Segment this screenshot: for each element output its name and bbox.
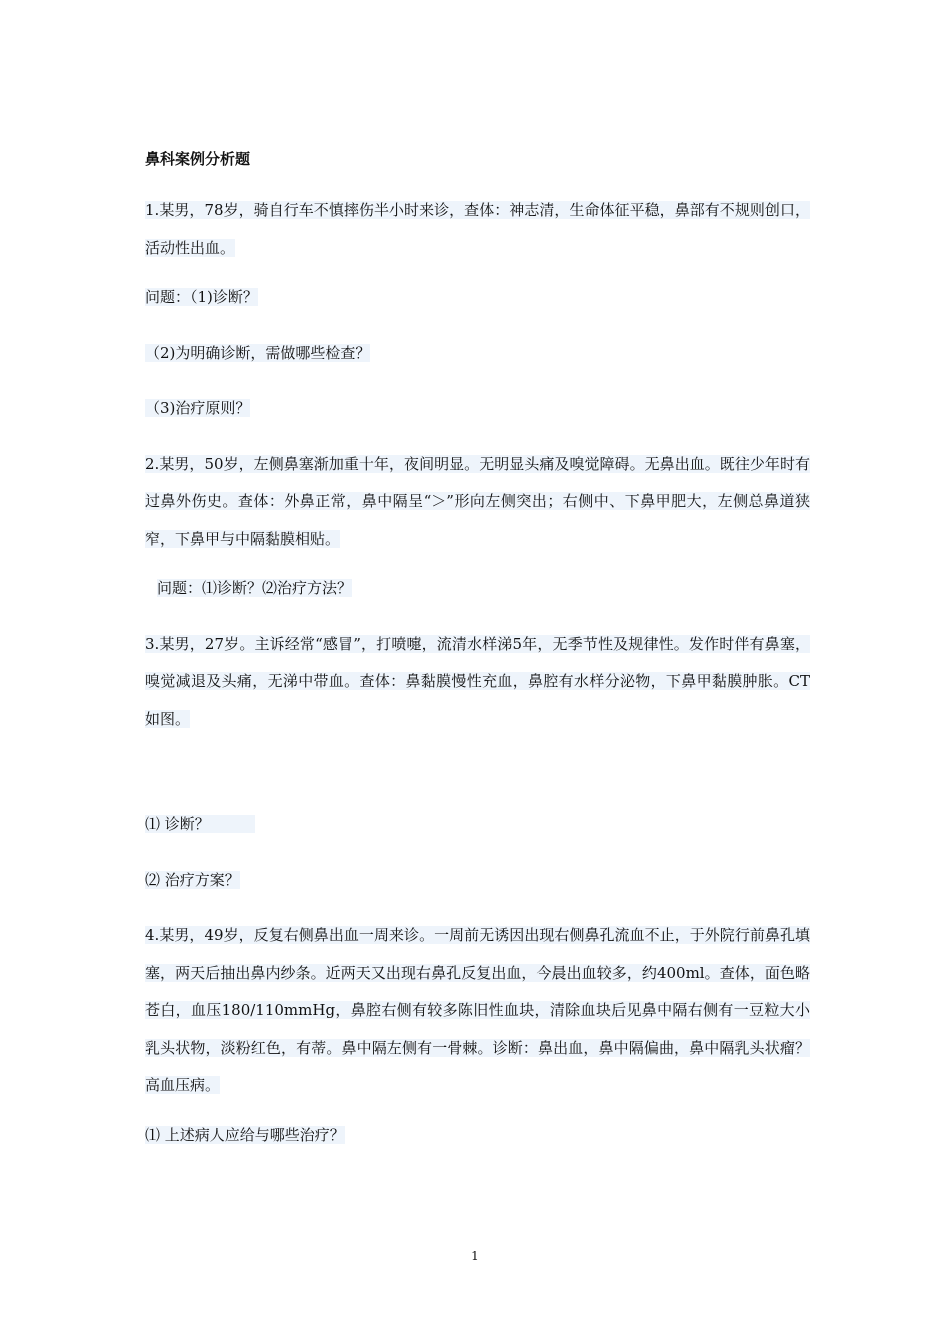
case-3-description [145, 626, 810, 739]
case-3-question-1-text: ⑴ 诊断？ [145, 815, 210, 833]
case-1-question-3-text: （3)治疗原则？ [145, 399, 251, 417]
case-1-question-2-text: （2)为明确诊断，需做哪些检查？ [145, 343, 371, 362]
case-2-question-1 [145, 570, 810, 608]
document-title [145, 146, 810, 172]
document-title-text: 鼻科案例分析题 [145, 150, 251, 168]
case-4-text: 4.某男，49岁，反复右侧鼻出血一周来诊。一周前无诱因出现右侧鼻孔流血不止，于外院行前鼻孔填塞，两天后抽出鼻内纱条。近两天又出现右鼻孔反复出血，今晨出血较多，约400ml。查体，面色略苍白，血压180/110mmHg，鼻腔右侧有较多陈旧性血块，清除血块后见鼻中隔右侧有一豆粒大小乳头状物，淡粉红色，有蒂。鼻中隔左侧有一骨棘。诊断：鼻出血，鼻中隔偏曲，鼻中隔乳头状瘤？高血压病。 [145, 926, 810, 1094]
page-number [0, 1248, 950, 1264]
case-2-description [145, 446, 810, 559]
case-1-question-2 [145, 335, 810, 373]
document-body [145, 146, 810, 1172]
case-4-question-1 [145, 1117, 810, 1155]
case-3-text: 3.某男，27岁。主诉经常“感冒”，打喷嚏，流清水样涕5年，无季节性及规律性。发作时伴有鼻塞，嗅觉减退及头痛，无涕中带血。查体：鼻黏膜慢性充血，鼻腔有水样分泌物，下鼻甲黏膜肿胀。CT如图。 [145, 634, 810, 728]
case-4-question-1-text: ⑴ 上述病人应给与哪些治疗？ [145, 1125, 345, 1144]
case-2-text: 2.某男，50岁，左侧鼻塞渐加重十年，夜间明显。无明显头痛及嗅觉障碍。无鼻出血。既往少年时有过鼻外伤史。查体：外鼻正常，鼻中隔呈“＞”形向左侧突出；右侧中、下鼻甲肥大，左侧总鼻道狭窄，下鼻甲与中隔黏膜相贴。 [145, 454, 810, 548]
case-1-question-1-text: 问题：（1)诊断？ [145, 288, 258, 306]
case-3-question-1 [145, 806, 810, 844]
case-1-question-1 [145, 279, 810, 317]
case-3-question-2-text: ⑵ 治疗方案？ [145, 870, 240, 889]
case-1-text: 1.某男，78岁，骑自行车不慎摔伤半小时来诊，查体：神志清，生命体征平稳，鼻部有不规则创口，活动性出血。 [145, 201, 810, 257]
ct-image-placeholder [145, 750, 810, 806]
page-number-text: 1 [471, 1249, 479, 1263]
case-4-description [145, 917, 810, 1105]
case-3-question-2 [145, 862, 810, 900]
case-1-description [145, 192, 810, 267]
case-2-question-1-text: 问题：⑴诊断？⑵治疗方法？ [157, 579, 353, 597]
case-1-question-3 [145, 390, 810, 428]
case-3-question-1-pad [210, 815, 255, 833]
